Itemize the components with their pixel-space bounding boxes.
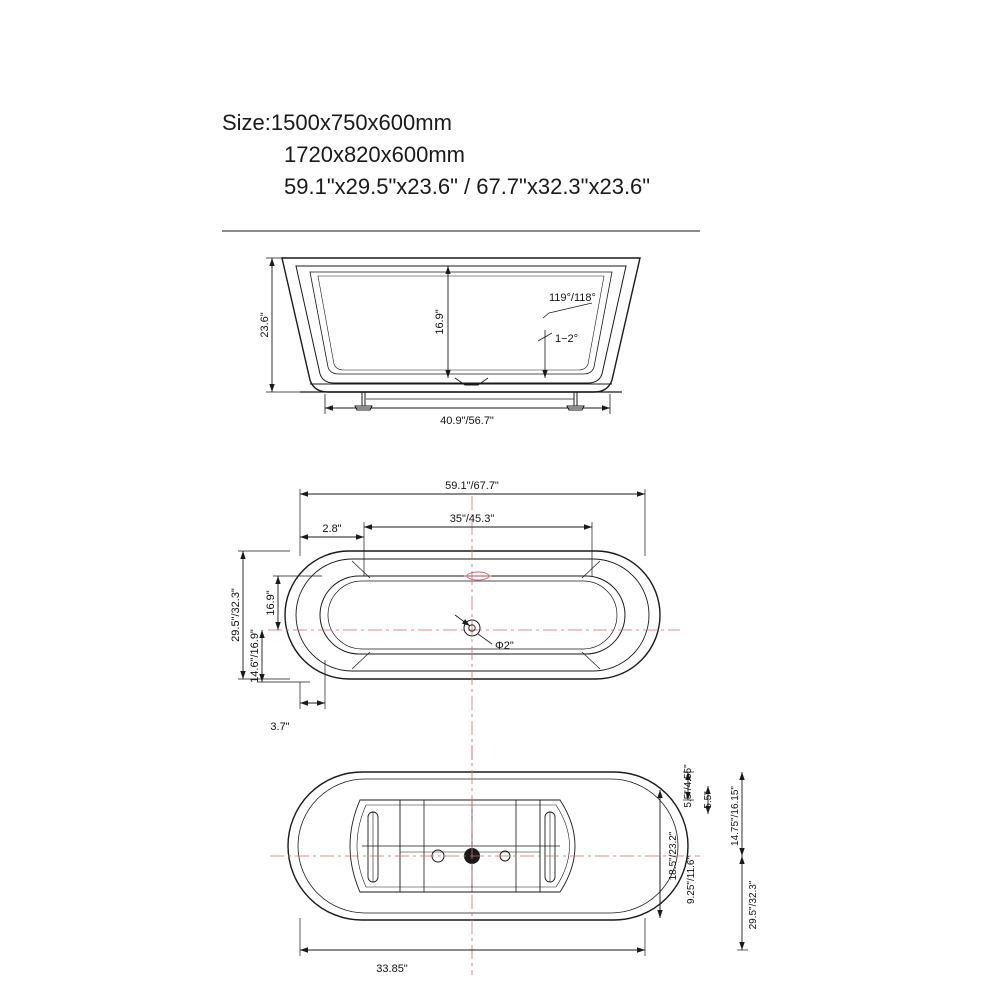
dim-top-rim-offset — [300, 523, 364, 537]
size-label-line-1: Size:1500x750x600mm — [222, 110, 452, 135]
size-label-line-3: 59.1"x29.5"x23.6" / 67.7"x32.3"x23.6" — [284, 174, 651, 199]
dim-text-offset-3: 14.75"/16.15" — [730, 786, 741, 846]
overflow-hole — [464, 572, 492, 580]
dim-text-overall-length: 59.1"/67.7" — [445, 480, 499, 492]
dim-text-frame-length: 33.85" — [376, 963, 408, 975]
dim-text-overall-width: 29.5"/32.3" — [230, 588, 242, 642]
dim-text-drain-diameter: Φ2" — [495, 640, 514, 652]
dim-text-bottom-overall-width: 29.5"/32.3" — [748, 880, 759, 930]
dim-text-frame-width-2: 9.25"/11.6" — [686, 855, 697, 905]
dim-text-inner-width-lower: 14.6"/16.9" — [249, 629, 261, 683]
dim-bottom-frame-length — [300, 918, 645, 975]
dim-bottom-frame-width-1 — [660, 790, 679, 918]
dim-text-end-offset: 3.7" — [270, 721, 290, 733]
dim-front-floor-angle — [538, 330, 578, 378]
dim-text-offset-1: 5.5"/4.55" — [683, 764, 694, 808]
dim-text-rim-offset: 2.8" — [322, 523, 342, 535]
dim-front-overall-height — [259, 258, 300, 392]
dim-text-frame-width-1: 18.5"/23.2" — [668, 831, 679, 881]
dim-text-floor-angle: 1−2° — [555, 333, 579, 345]
dim-text-inner-depth: 16.9" — [434, 309, 446, 335]
drain-hole — [455, 615, 514, 652]
dim-bottom-offset-1 — [683, 764, 694, 808]
dim-bottom-offset-2 — [703, 786, 714, 814]
bottom-frame-view — [270, 745, 759, 975]
dim-bottom-overall-width — [737, 856, 759, 950]
dim-text-base-width: 40.9"/56.7" — [440, 415, 494, 427]
dim-text-wall-angle: 119°/118° — [549, 292, 596, 304]
dim-text-overall-height: 23.6" — [259, 312, 271, 338]
size-label-line-2: 1720x820x600mm — [284, 142, 466, 167]
dim-top-inner-length — [364, 513, 592, 576]
dim-front-inner-depth — [434, 266, 456, 378]
dim-text-offset-2: 5.5" — [703, 791, 714, 809]
dim-text-inner-width-upper: 16.9" — [265, 590, 277, 616]
support-legs — [355, 392, 584, 410]
dim-front-wall-angle — [543, 292, 596, 318]
dim-bottom-offset-3 — [730, 772, 742, 856]
dim-text-inner-length: 35"/45.3" — [449, 513, 495, 525]
top-plan-view — [230, 480, 680, 760]
front-elevation-view — [259, 258, 640, 427]
